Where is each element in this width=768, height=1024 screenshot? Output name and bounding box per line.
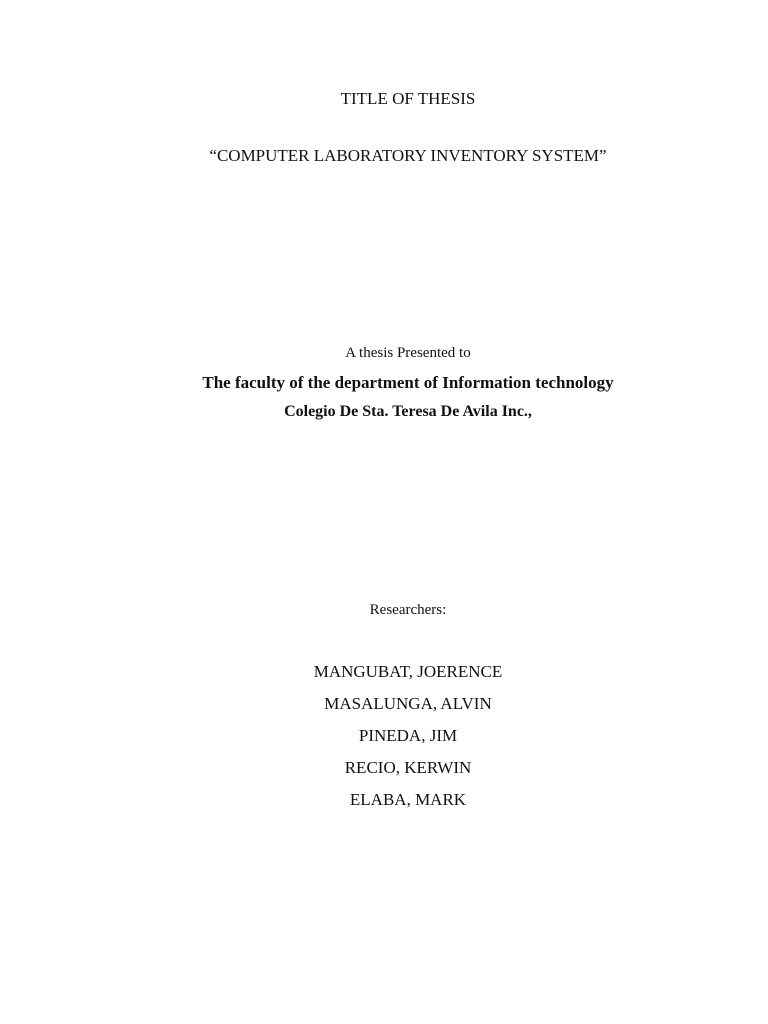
title-heading: TITLE OF THESIS [340, 89, 476, 108]
researcher-name: MASALUNGA, ALVIN [324, 694, 492, 713]
thesis-title: “COMPUTER LABORATORY INVENTORY SYSTEM” [209, 146, 607, 165]
researchers-label: Researchers: [369, 602, 447, 618]
faculty-text: The faculty of the department of Information technology [202, 373, 614, 392]
researcher-name: PINEDA, JIM [358, 726, 458, 745]
researcher-name: MANGUBAT, JOERENCE [313, 662, 503, 681]
researcher-name: RECIO, KERWIN [344, 758, 472, 777]
researchers-list [0, 656, 768, 816]
researcher-name: ELABA, MARK [349, 790, 467, 809]
presented-to-text: A thesis Presented to [345, 345, 471, 361]
school-name: Colegio De Sta. Teresa De Avila Inc., [284, 403, 532, 420]
